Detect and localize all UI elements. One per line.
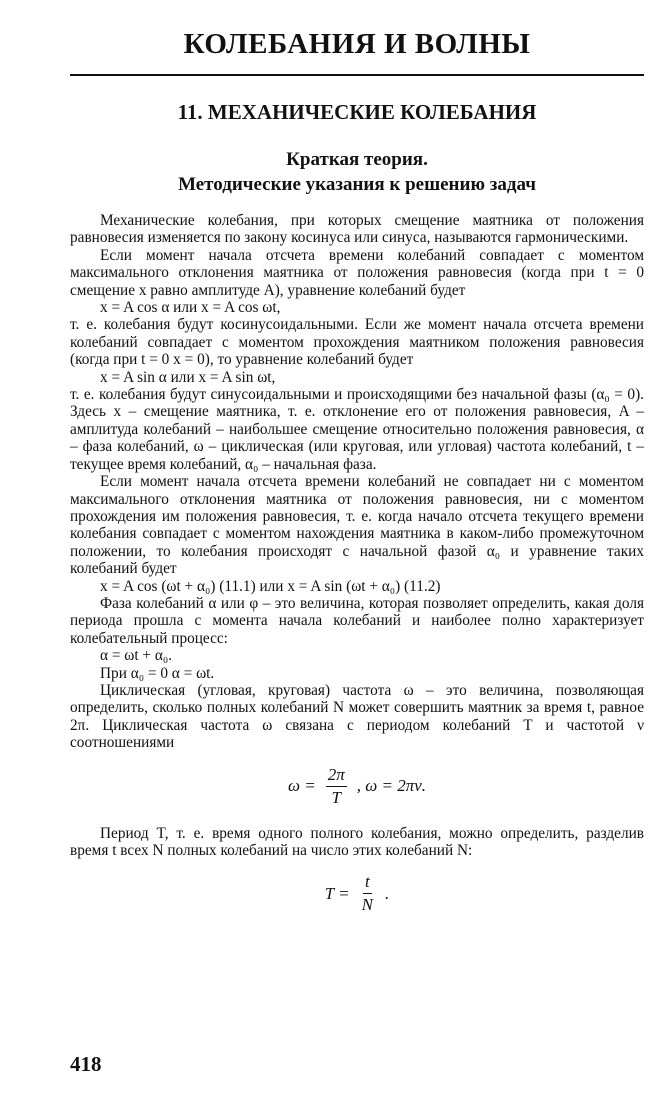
numerator: 2π xyxy=(326,764,347,787)
paragraph: Механические колебания, при которых смещение маятника от положения равновесия изменяется по закону косинуса или синуса, называются гармоническими. xyxy=(70,212,644,247)
denominator: N xyxy=(361,895,373,915)
equation: x = A cos α или x = A cos ωt, xyxy=(100,299,281,317)
title-divider xyxy=(70,74,644,76)
paragraph: Если момент начала отсчета времени колебаний совпадает с моментом максимального отклонения маятника от положения равновесия (когда при t = 0 смещение x равно амплитуде A), уравнение колебаний будет xyxy=(70,246,644,299)
equation-11-1-11-2: x = A cos (ωt + α₀) (11.1) или x = A sin (ωt + α₀) (11.2) xyxy=(100,577,441,595)
part-title: КОЛЕБАНИЯ И ВОЛНЫ xyxy=(183,28,531,60)
subtitle-line-2: Методические указания к решению задач xyxy=(178,174,536,195)
paragraph: т. е. колебания будут косинусоидальными. Если же момент начала отсчета времени колебаний совпадает с моментом прохождения маятником положения равновесия (когда при t = 0 x = 0), то уравнение колебаний будет xyxy=(70,316,644,369)
paragraph: При α₀ = 0 α = ωt. xyxy=(100,664,215,682)
equation-period xyxy=(70,871,644,916)
equation-omega xyxy=(70,764,644,809)
eq-rest: . xyxy=(384,884,390,904)
paragraph: Если момент начала отсчета времени колебаний не совпадает ни с моментом максимального отклонения маятника от положения равновесия, ни с моментом прохождения им положения равновесия, т. е. когда начало отсчета текущего времени колебания совпадает с моментом нахождения маятника в каком-либо промежуточном положении, то колебания происходят с начальной фазой α₀ и уравнение таких колебаний будет xyxy=(70,473,644,578)
eq-lhs: ω = xyxy=(287,776,316,796)
body-text xyxy=(70,212,644,932)
paragraph: Циклическая (угловая, круговая) частота ω – это величина, позволяющая определить, сколько полных колебаний N может совершить маятник за время t, равное 2π. Циклическая частота ω связана с периодом колебаний T и частотой ν соотношениями xyxy=(70,681,644,752)
paragraph: Период T, т. е. время одного полного колебания, можно определить, разделив время t всех N полных колебаний на число этих колебаний N: xyxy=(70,824,644,859)
chapter-title: 11. МЕХАНИЧЕСКИЕ КОЛЕБАНИЯ xyxy=(177,100,537,124)
denominator: T xyxy=(331,787,341,807)
fraction xyxy=(326,764,347,809)
paragraph: т. е. колебания будут синусоидальными и происходящими без начальной фазы (α₀ = 0). Здесь x – смещение маятника, т. е. отклонение его от положения равновесия, A – амплитуда колебаний – наибольшее смещение относительно положения равновесия, α – фаза колебаний, ω – циклическая (или круговая, или угловая) частота колебаний, t – текущее время колебаний, α₀ – начальная фаза. xyxy=(70,386,644,473)
eq-rest: , ω = 2πν. xyxy=(356,776,427,796)
subtitle-line-1: Краткая теория. xyxy=(286,149,428,170)
fraction xyxy=(360,871,375,916)
paragraph: Фаза колебаний α или φ – это величина, которая позволяет определить, какая доля периода прошла с момента начала колебаний и наиболее полно характеризует колебательный процесс: xyxy=(70,594,644,647)
page-number: 418 xyxy=(70,1052,102,1076)
equation: x = A sin α или x = A sin ωt, xyxy=(100,368,276,386)
equation: α = ωt + α₀. xyxy=(100,647,173,665)
numerator: t xyxy=(363,871,372,894)
eq-lhs: T = xyxy=(324,884,350,904)
section-subtitle xyxy=(70,147,644,197)
